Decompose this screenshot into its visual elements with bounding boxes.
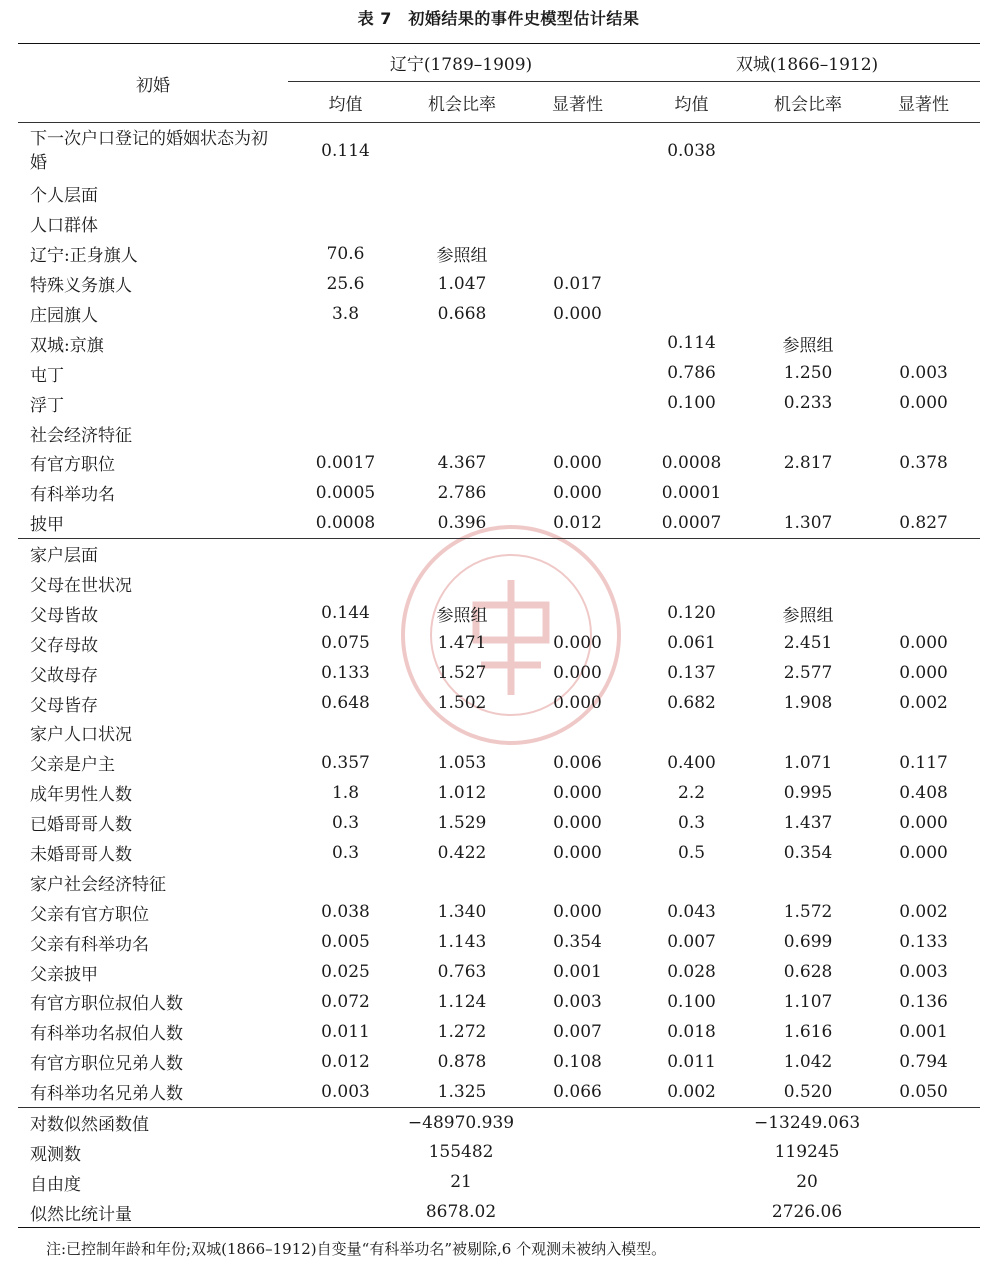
first-column-header: 初婚: [18, 44, 288, 123]
row-label: 有科举功名兄弟人数: [30, 1084, 183, 1105]
event-history-table: [18, 43, 980, 1228]
cell-value: 1.572: [783, 902, 833, 923]
cell-value: 0.000: [899, 663, 948, 684]
cell-value: 0.025: [321, 962, 370, 983]
summary-value-shuangcheng: 20: [796, 1172, 818, 1193]
cell-value: 0.0008: [315, 512, 376, 533]
cell-value: [867, 239, 980, 269]
cell-value: 0.400: [667, 752, 716, 773]
cell-value: 0.075: [321, 633, 370, 654]
cell-value: 0.357: [321, 752, 370, 773]
summary-value-liaoning: 21: [450, 1172, 472, 1193]
cell-value: [521, 239, 634, 269]
cell-value: 1.124: [437, 991, 487, 1012]
cell-value: 0.000: [553, 633, 602, 654]
cell-value: 0.018: [667, 1021, 716, 1042]
cell-value: 2.786: [437, 482, 487, 503]
cell-value: [867, 598, 980, 628]
cell-value: 1.272: [437, 1021, 487, 1042]
cell-value: 0.003: [899, 962, 948, 983]
cell-value: [867, 569, 980, 599]
cell-value: [867, 269, 980, 299]
cell-value: 1.071: [783, 752, 833, 773]
cell-value: 0.827: [899, 512, 948, 533]
cell-value: [634, 569, 749, 599]
row-label: 父亲披甲: [30, 964, 98, 985]
cell-value: [403, 123, 521, 180]
summary-row: [18, 1107, 980, 1137]
cell-value: 1.107: [783, 991, 833, 1012]
row-label: 父亲是户主: [30, 755, 115, 776]
cell-value: 1.143: [437, 932, 487, 953]
cell-value: 0.0008: [661, 452, 722, 473]
cell-value: [288, 179, 403, 209]
cell-value: 0.668: [437, 303, 487, 324]
table-row: [18, 569, 980, 599]
row-label: 特殊义务旗人: [30, 276, 132, 297]
cell-value: 0.007: [667, 932, 716, 953]
row-label: 有官方职位叔伯人数: [30, 994, 183, 1015]
row-label: 辽宁:正身旗人: [30, 246, 138, 267]
cell-value: [867, 299, 980, 329]
table-row: [18, 987, 980, 1017]
cell-value: [403, 209, 521, 239]
cell-value: [634, 179, 749, 209]
cell-value: 0.001: [899, 1021, 948, 1042]
cell-value: 0.396: [437, 512, 487, 533]
cell-value: 1.307: [783, 512, 833, 533]
cell-value: 0.002: [667, 1081, 716, 1102]
row-label: 下一次户口登记的婚姻状态为初婚: [30, 129, 268, 173]
group-header-shuangcheng: 双城(1866–1912): [634, 44, 980, 82]
table-body: [18, 123, 980, 1108]
cell-value: 0.354: [783, 842, 833, 863]
cell-value: [288, 867, 403, 897]
table-row: [18, 778, 980, 808]
table-row: [18, 897, 980, 927]
cell-value: 1.012: [437, 782, 487, 803]
cell-value: [403, 358, 521, 388]
cell-value: 0.000: [553, 452, 602, 473]
cell-value: 1.527: [437, 663, 487, 684]
cell-value: [288, 388, 403, 418]
summary-value-liaoning: 155482: [428, 1142, 494, 1163]
cell-value: [867, 209, 980, 239]
cell-value: 0.000: [553, 303, 602, 324]
cell-value: [521, 209, 634, 239]
cell-value: 0.003: [321, 1081, 370, 1102]
cell-value: 0.878: [437, 1051, 487, 1072]
cell-value: 0.100: [667, 991, 716, 1012]
cell-value: 0.648: [321, 693, 370, 714]
cell-value: 70.6: [326, 243, 365, 264]
table-row: [18, 718, 980, 748]
cell-value: 0.5: [678, 842, 706, 863]
table-row: [18, 688, 980, 718]
row-label: 屯丁: [30, 365, 64, 386]
cell-value: [749, 239, 867, 269]
subheader-mean: 均值: [288, 82, 403, 123]
cell-value: 0.017: [553, 273, 602, 294]
summary-row: [18, 1167, 980, 1197]
cell-value: 0.794: [899, 1051, 948, 1072]
summary-value-shuangcheng: −13249.063: [634, 1107, 980, 1137]
cell-value: [867, 328, 980, 358]
cell-value: [521, 538, 634, 568]
summary-label: 观测数: [30, 1144, 81, 1165]
cell-value: [634, 269, 749, 299]
cell-value: 0.000: [553, 693, 602, 714]
summary-row: [18, 1197, 980, 1227]
summary-value-liaoning: 8678.02: [288, 1197, 634, 1227]
summary-label: 自由度: [30, 1174, 81, 1195]
cell-value: 25.6: [326, 273, 365, 294]
cell-value: 0.144: [321, 603, 370, 624]
cell-value: 1.250: [783, 363, 833, 384]
cell-value: 0.3: [678, 812, 706, 833]
cell-value: 0.422: [437, 842, 487, 863]
cell-value: [521, 358, 634, 388]
cell-value: 0.007: [553, 1021, 602, 1042]
cell-value: 1.053: [437, 752, 487, 773]
row-label: 父亲有官方职位: [30, 904, 149, 925]
table-row: [18, 299, 980, 329]
cell-value: [403, 328, 521, 358]
cell-value: [634, 538, 749, 568]
cell-value: [288, 418, 403, 448]
cell-value: 0.120: [667, 603, 716, 624]
subheader-significance: 显著性: [867, 82, 980, 123]
cell-value: [521, 123, 634, 180]
cell-value: [867, 867, 980, 897]
cell-value: [521, 867, 634, 897]
row-label: 父母皆存: [30, 695, 98, 716]
row-label: 浮丁: [30, 395, 64, 416]
cell-value: 0.050: [899, 1081, 948, 1102]
row-label: 双城:京旗: [30, 335, 104, 356]
cell-value: 0.628: [783, 962, 833, 983]
table-summary: [18, 1107, 980, 1228]
row-label: 父亲有科举功名: [30, 934, 149, 955]
cell-value: 1.437: [783, 812, 833, 833]
group-header-liaoning: 辽宁(1789–1909): [288, 44, 634, 82]
row-label: 家户层面: [18, 538, 288, 568]
cell-value: 0.3: [331, 842, 360, 863]
cell-value: 0.108: [553, 1051, 602, 1072]
cell-value: [749, 209, 867, 239]
cell-value: [521, 718, 634, 748]
cell-value: [521, 388, 634, 418]
cell-value: 0.072: [321, 991, 370, 1012]
table-row: [18, 628, 980, 658]
table-row: [18, 538, 980, 568]
cell-value: 参照组: [782, 335, 834, 356]
table-row: [18, 748, 980, 778]
row-label: 家户社会经济特征: [30, 874, 166, 895]
subheader-odds-ratio: 机会比率: [403, 82, 521, 123]
cell-value: [288, 538, 403, 568]
cell-value: [403, 867, 521, 897]
cell-value: 1.502: [437, 693, 487, 714]
cell-value: 1.042: [783, 1051, 833, 1072]
row-label: 人口群体: [30, 216, 98, 237]
cell-value: [403, 569, 521, 599]
cell-value: [749, 418, 867, 448]
cell-value: 2.2: [678, 782, 706, 803]
table-row: [18, 418, 980, 448]
cell-value: 2.577: [783, 663, 833, 684]
table-row: [18, 1047, 980, 1077]
cell-value: 2.817: [783, 452, 833, 473]
row-label: 有官方职位: [30, 455, 115, 476]
cell-value: 0.012: [321, 1051, 370, 1072]
cell-value: [288, 209, 403, 239]
cell-value: 1.529: [437, 812, 487, 833]
cell-value: 0.003: [553, 991, 602, 1012]
table-row: [18, 179, 980, 209]
row-label: 家户人口状况: [30, 725, 132, 746]
cell-value: [634, 299, 749, 329]
cell-value: [749, 179, 867, 209]
table-row: [18, 239, 980, 269]
cell-value: [521, 418, 634, 448]
summary-label: 似然比统计量: [18, 1197, 288, 1227]
cell-value: [521, 569, 634, 599]
cell-value: 0.000: [899, 812, 948, 833]
cell-value: 0.117: [899, 752, 948, 773]
row-label: 成年男性人数: [30, 785, 132, 806]
cell-value: [867, 179, 980, 209]
cell-value: 0.114: [321, 141, 370, 161]
cell-value: [521, 598, 634, 628]
cell-value: 1.325: [437, 1081, 487, 1102]
cell-value: 0.354: [553, 932, 602, 953]
cell-value: 0.000: [553, 902, 602, 923]
cell-value: 0.378: [899, 452, 948, 473]
cell-value: 0.000: [553, 842, 602, 863]
table-row: [18, 598, 980, 628]
cell-value: [403, 418, 521, 448]
cell-value: 参照组: [436, 246, 488, 267]
cell-value: [403, 179, 521, 209]
summary-value-shuangcheng: 2726.06: [634, 1197, 980, 1227]
table-row: [18, 358, 980, 388]
subheader-mean: 均值: [634, 82, 749, 123]
row-label: 庄园旗人: [30, 306, 98, 326]
cell-value: 0.003: [899, 363, 948, 384]
row-label: 有科举功名: [30, 485, 115, 506]
table-row: [18, 209, 980, 239]
cell-value: 1.616: [783, 1021, 833, 1042]
table-row: [18, 388, 980, 418]
table-note: 注:已控制年龄和年份;双城(1866–1912)自变量“有科举功名”被剔除,6 个观测未被纳入模型。: [46, 1240, 667, 1258]
table-row: [18, 508, 980, 538]
cell-value: 0.133: [321, 663, 370, 684]
cell-value: 0.699: [783, 932, 833, 953]
cell-value: [288, 718, 403, 748]
cell-value: 0.000: [553, 482, 602, 503]
table-row: [18, 269, 980, 299]
cell-value: 0.001: [553, 962, 602, 983]
row-label: 有科举功名叔伯人数: [30, 1024, 183, 1045]
cell-value: [634, 209, 749, 239]
cell-value: 0.136: [899, 991, 948, 1012]
cell-value: 参照组: [782, 605, 834, 626]
cell-value: 0.995: [783, 782, 833, 803]
cell-value: [749, 299, 867, 329]
cell-value: 2.451: [783, 633, 833, 654]
cell-value: 0.133: [899, 932, 948, 953]
table-row: [18, 448, 980, 478]
cell-value: 0.763: [437, 962, 487, 983]
row-label: 披甲: [30, 515, 64, 536]
cell-value: 1.340: [437, 902, 487, 923]
cell-value: [867, 718, 980, 748]
summary-row: [18, 1138, 980, 1168]
cell-value: 1.8: [331, 782, 360, 803]
cell-value: 参照组: [436, 605, 488, 626]
cell-value: [403, 718, 521, 748]
subheader-odds-ratio: 机会比率: [749, 82, 867, 123]
cell-value: [634, 718, 749, 748]
cell-value: 0.002: [899, 902, 948, 923]
cell-value: 0.000: [553, 663, 602, 684]
cell-value: 0.038: [321, 902, 370, 923]
row-label: 父存母故: [30, 635, 98, 656]
cell-value: 1.047: [437, 273, 487, 294]
cell-value: 0.000: [899, 393, 948, 414]
cell-value: 3.8: [331, 303, 360, 324]
cell-value: 0.011: [667, 1051, 716, 1072]
table-row: [18, 808, 980, 838]
subheader-significance: 显著性: [521, 82, 634, 123]
cell-value: [288, 328, 403, 358]
cell-value: 0.000: [553, 812, 602, 833]
cell-value: 0.000: [899, 633, 948, 654]
cell-value: 0.028: [667, 962, 716, 983]
cell-value: 0.408: [899, 782, 948, 803]
row-label: 个人层面: [30, 186, 98, 207]
cell-value: 0.000: [553, 782, 602, 803]
cell-value: 0.100: [667, 393, 716, 414]
cell-value: [403, 538, 521, 568]
table-row: [18, 1077, 980, 1107]
cell-value: 0.233: [783, 393, 833, 414]
cell-value: 0.012: [553, 512, 602, 533]
cell-value: [288, 358, 403, 388]
table-row: [18, 478, 980, 508]
cell-value: [867, 538, 980, 568]
summary-value-liaoning: −48970.939: [288, 1107, 634, 1137]
cell-value: [521, 328, 634, 358]
table-caption: 表 7 初婚结果的事件史模型估计结果: [357, 9, 640, 28]
cell-value: 0.520: [783, 1081, 833, 1102]
cell-value: [749, 867, 867, 897]
cell-value: [634, 418, 749, 448]
table-row: [18, 123, 980, 180]
table-row: [18, 838, 980, 868]
cell-value: [403, 388, 521, 418]
summary-value-shuangcheng: 119245: [774, 1142, 840, 1163]
table-row: [18, 867, 980, 897]
cell-value: [634, 239, 749, 269]
row-label: 父母在世状况: [30, 576, 132, 597]
table-row: [18, 957, 980, 987]
cell-value: 0.0007: [661, 512, 722, 533]
cell-value: 0.061: [667, 633, 716, 654]
cell-value: 0.000: [899, 842, 948, 863]
cell-value: 0.005: [321, 932, 370, 953]
cell-value: 0.786: [667, 363, 716, 384]
cell-value: 0.011: [321, 1021, 370, 1042]
cell-value: 0.0001: [661, 482, 722, 503]
cell-value: 1.471: [437, 633, 487, 654]
table-row: [18, 927, 980, 957]
row-label: 父故母存: [30, 665, 98, 686]
cell-value: 0.002: [899, 693, 948, 714]
cell-value: [867, 123, 980, 180]
cell-value: 0.0005: [315, 482, 376, 503]
cell-value: [749, 718, 867, 748]
cell-value: [867, 478, 980, 508]
cell-value: 0.043: [667, 902, 716, 923]
cell-value: 0.137: [667, 663, 716, 684]
cell-value: [749, 478, 867, 508]
row-label: 社会经济特征: [30, 425, 132, 446]
cell-value: [288, 569, 403, 599]
cell-value: [749, 123, 867, 180]
cell-value: 0.3: [331, 812, 360, 833]
table-row: [18, 328, 980, 358]
table-row: [18, 658, 980, 688]
cell-value: [521, 179, 634, 209]
cell-value: [634, 867, 749, 897]
cell-value: [867, 418, 980, 448]
cell-value: 4.367: [437, 452, 487, 473]
cell-value: 0.038: [667, 141, 716, 161]
summary-label: 对数似然函数值: [18, 1107, 288, 1137]
row-label: 已婚哥哥人数: [30, 815, 132, 836]
row-label: 未婚哥哥人数: [30, 845, 132, 866]
cell-value: 0.114: [667, 333, 716, 354]
cell-value: 0.006: [553, 752, 602, 773]
cell-value: [749, 538, 867, 568]
table-row: [18, 1017, 980, 1047]
cell-value: 0.682: [667, 693, 716, 714]
cell-value: 0.066: [553, 1081, 602, 1102]
cell-value: [749, 269, 867, 299]
cell-value: [749, 569, 867, 599]
cell-value: 0.0017: [315, 452, 376, 473]
row-label: 父母皆故: [30, 605, 98, 626]
cell-value: 1.908: [783, 693, 833, 714]
row-label: 有官方职位兄弟人数: [30, 1054, 183, 1075]
